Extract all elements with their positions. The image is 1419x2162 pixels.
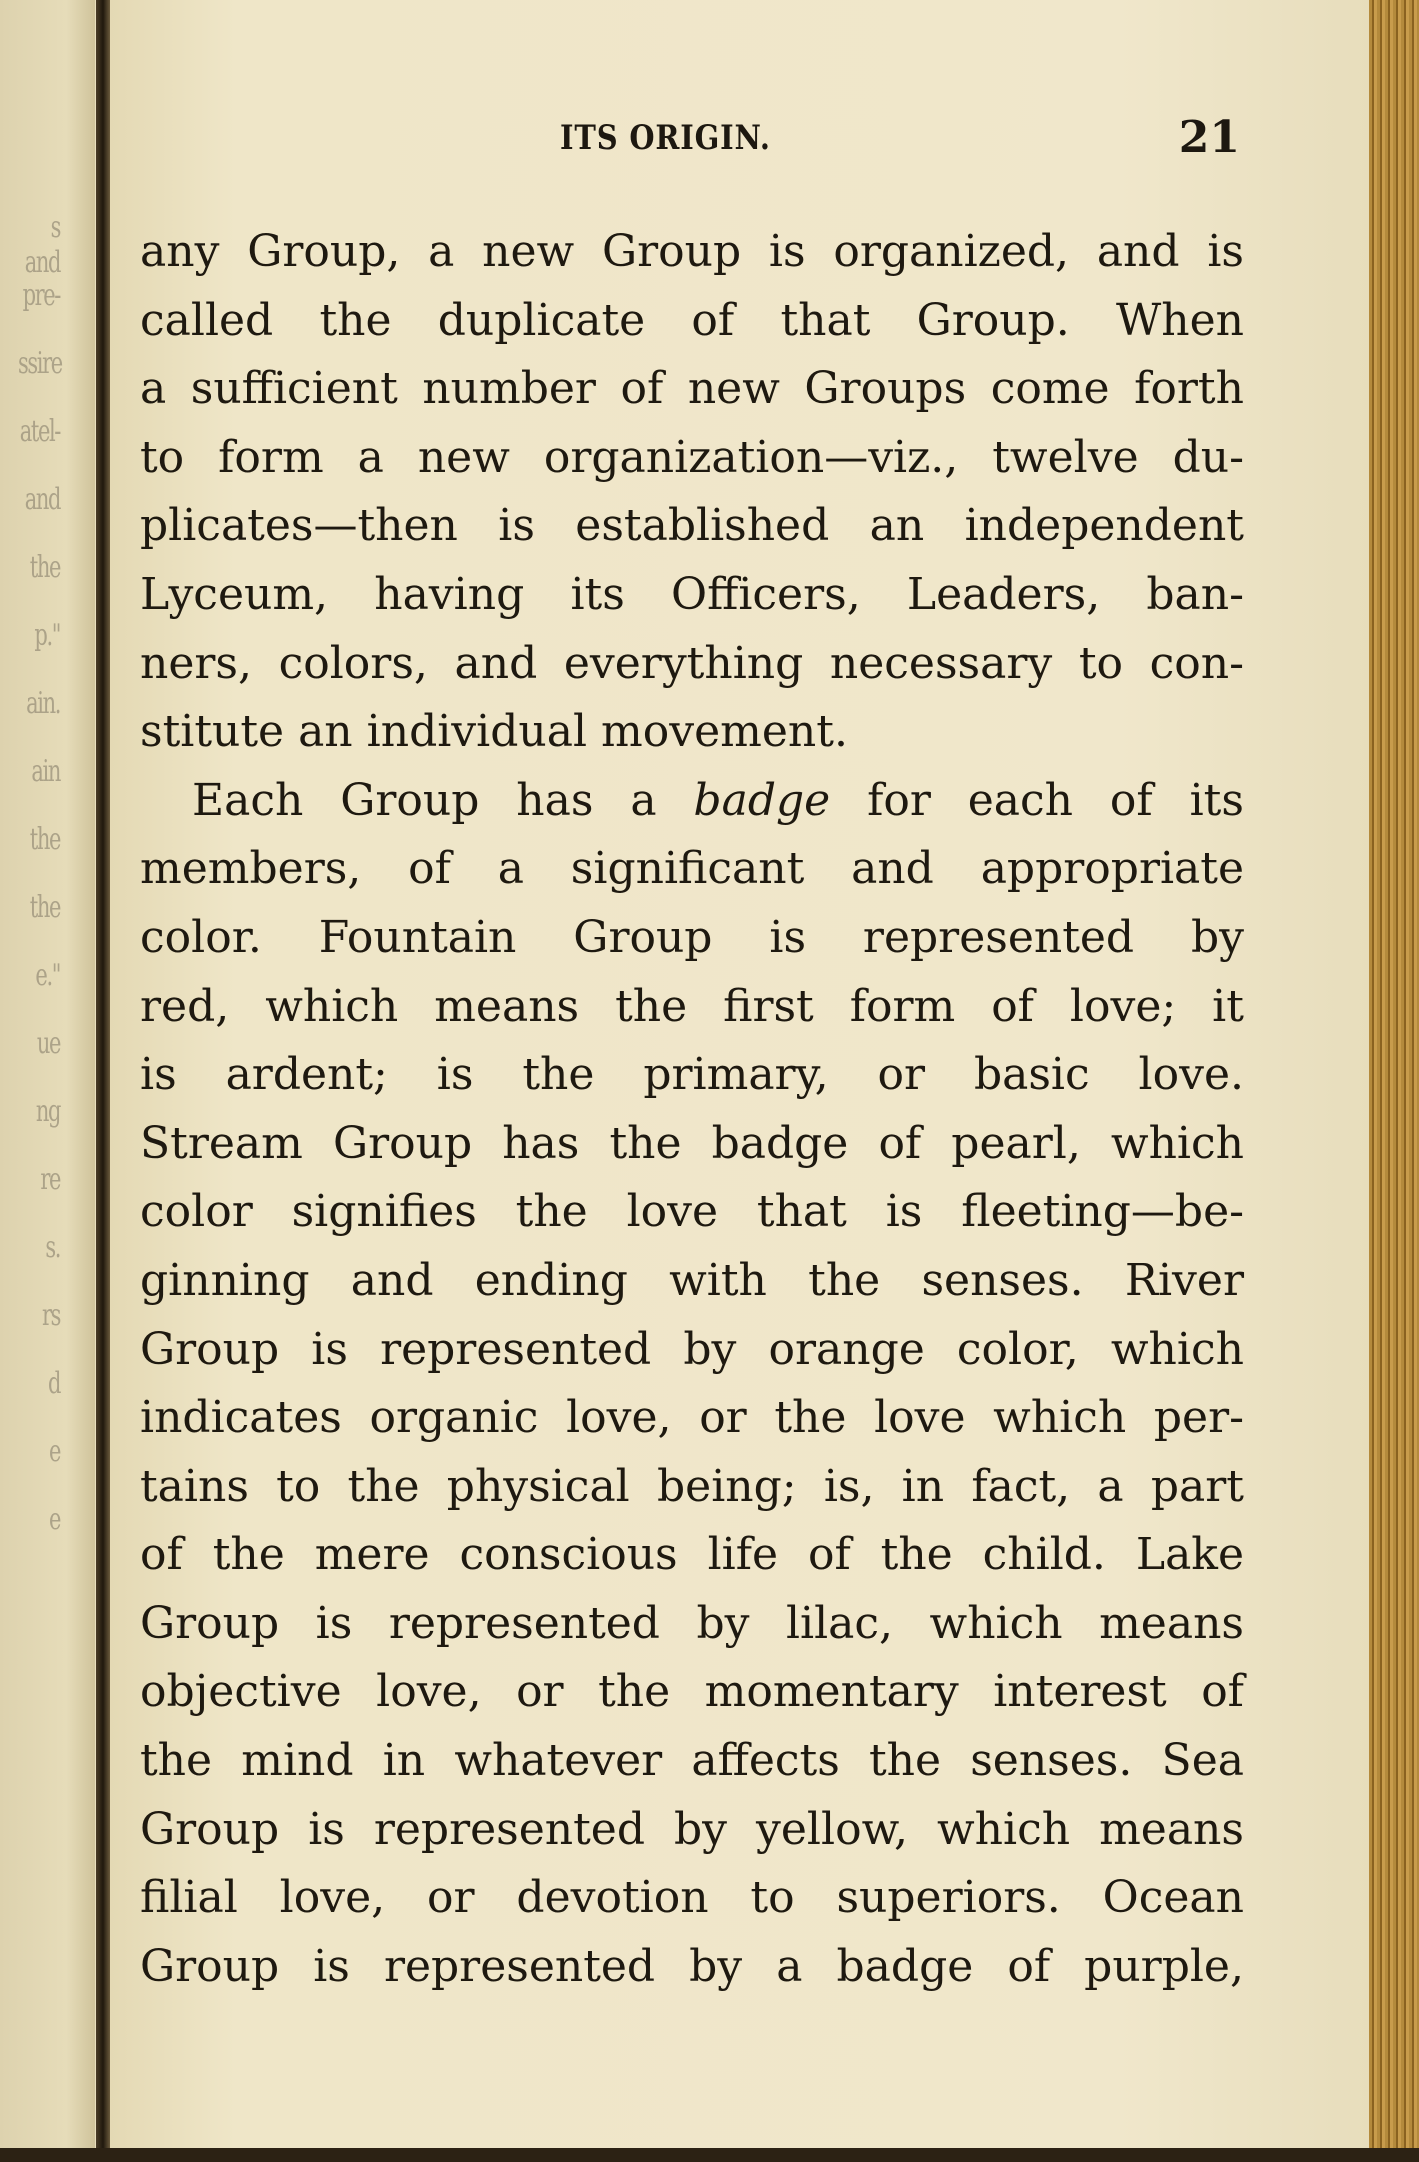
adjacent-page-fragment: s and <box>24 210 60 280</box>
adjacent-page-fragment: d <box>47 1366 60 1401</box>
text-line: a sufficient number of new Groups come forth <box>140 363 1244 415</box>
adjacent-page-fragment: ain. <box>26 686 60 721</box>
adjacent-page-fragment: the <box>29 890 60 925</box>
adjacent-page-fragment: e <box>48 1434 60 1469</box>
text-line: the mind in whatever affects the senses. Sea <box>140 1735 1244 1787</box>
text-line: ginning and ending with the senses. River <box>140 1254 1244 1306</box>
adjacent-page-edge <box>0 0 95 2162</box>
text-line: Group is represented by lilac, which means <box>140 1597 1244 1649</box>
adjacent-page-fragment: atel- <box>19 414 60 449</box>
text-line: objective love, or the momentary interest of <box>140 1666 1244 1718</box>
page-body-text <box>140 218 1244 2001</box>
adjacent-page-fragment: ssire <box>18 346 62 381</box>
adjacent-page-fragment: ain <box>31 754 60 789</box>
adjacent-page-fragment: re <box>40 1162 60 1197</box>
text-line: plicates—then is established an independent <box>140 500 1244 552</box>
page-edges <box>1369 0 1419 2162</box>
text-line: Lyceum, having its Officers, Leaders, ban- <box>140 568 1244 620</box>
adjacent-page-fragment: pre- <box>22 278 60 313</box>
adjacent-page-fragment: e." <box>35 958 60 993</box>
adjacent-page-fragment: the <box>29 822 60 857</box>
text-line: tains to the physical being; is, in fact, a part <box>140 1460 1244 1512</box>
text-line: ners, colors, and everything necessary to con- <box>140 637 1244 689</box>
running-title: ITS ORIGIN. <box>560 118 771 158</box>
text-line: color. Fountain Group is represented by <box>140 911 1244 963</box>
adjacent-page-fragment: p." <box>34 618 60 653</box>
text-line: is ardent; is the primary, or basic love. <box>140 1049 1244 1101</box>
adjacent-page-fragment: the <box>29 550 60 585</box>
adjacent-page-fragment: rs <box>41 1298 60 1333</box>
adjacent-page-fragment: s. <box>45 1230 60 1265</box>
text-line: of the mere conscious life of the child. Lake <box>140 1529 1244 1581</box>
text-line: members, of a significant and appropriate <box>140 843 1244 895</box>
adjacent-page-fragment: ng <box>35 1094 60 1129</box>
text-line: called the duplicate of that Group. When <box>140 294 1244 346</box>
text-line: Each Group has a badge for each of its <box>192 774 1244 826</box>
text-line: Group is represented by a badge of purple, <box>140 1940 1244 1992</box>
text-line: stitute an individual movement. <box>140 706 848 758</box>
book-binding-gutter <box>96 0 110 2162</box>
text-line: Stream Group has the badge of pearl, which <box>140 1117 1244 1169</box>
text-line: to form a new organization—viz., twelve du- <box>140 431 1244 483</box>
text-line: red, which means the first form of love; it <box>140 980 1244 1032</box>
text-line: Group is represented by yellow, which means <box>140 1803 1244 1855</box>
text-line: color signifies the love that is fleeting—be- <box>140 1186 1244 1238</box>
text-line: indicates organic love, or the love which per- <box>140 1392 1244 1444</box>
adjacent-page-fragment: e <box>48 1502 60 1537</box>
text-line: any Group, a new Group is organized, and is <box>140 226 1244 277</box>
page-header <box>140 112 1240 162</box>
adjacent-page-fragment: and <box>24 482 60 517</box>
text-line: filial love, or devotion to superiors. Ocean <box>140 1872 1244 1924</box>
text-line: Group is represented by orange color, which <box>140 1323 1244 1375</box>
page-bottom-shadow <box>0 2148 1419 2162</box>
page-number: 21 <box>1178 112 1240 163</box>
adjacent-page-fragment: ue <box>36 1026 60 1061</box>
